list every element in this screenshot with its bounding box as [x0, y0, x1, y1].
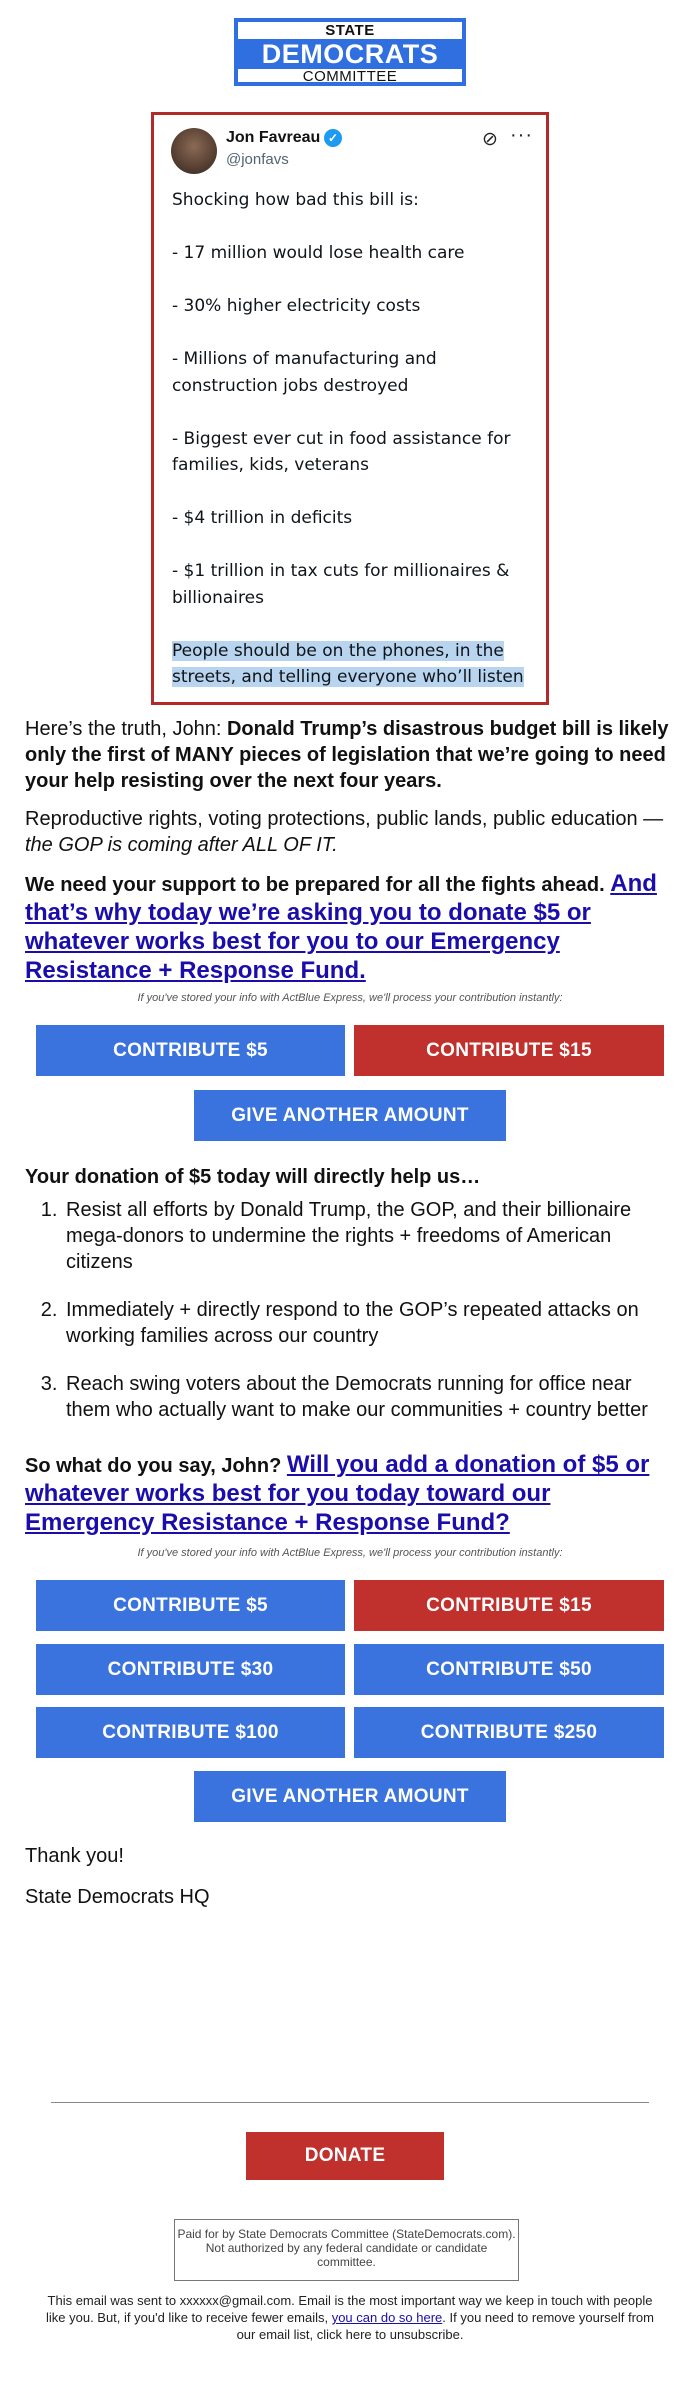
rights-paragraph — [25, 806, 675, 858]
tweet-author-name: Jon Favreau — [226, 129, 321, 146]
tweet-point: - 30% higher electricity costs — [172, 296, 421, 316]
signoff-sender: State Democrats HQ — [25, 1886, 210, 1908]
contribute-5-button[interactable]: CONTRIBUTE $5 — [36, 1025, 345, 1076]
intro-bold: Donald Trump’s disastrous budget bill is likely only the first of MANY pieces of legislation that we’re going to need your help resisting over the next four years. — [25, 718, 669, 792]
avatar — [171, 128, 217, 174]
footer-divider — [51, 2102, 649, 2103]
contribute-250-button[interactable]: CONTRIBUTE $250 — [354, 1707, 664, 1758]
tweet-point: - Biggest ever cut in food assistance for families, kids, veterans — [172, 428, 511, 475]
contribute-100-button[interactable]: CONTRIBUTE $100 — [36, 1707, 345, 1758]
ask1-bold: We need your support to be prepared for all the fights ahead. — [25, 874, 611, 896]
logo — [234, 18, 466, 86]
logo-line-1: STATE — [325, 22, 375, 39]
tweet-point: - $4 trillion in deficits — [172, 508, 353, 528]
contribute-50-button[interactable]: CONTRIBUTE $50 — [354, 1644, 664, 1695]
list-item: 1. Resist all efforts by Donald Trump, the GOP, and their billionaire mega-donors to undermine the rights + freedoms of American citizens — [63, 1197, 663, 1275]
verified-badge-icon: ✓ — [324, 129, 342, 147]
intro-paragraph — [25, 716, 675, 794]
embedded-tweet[interactable] — [151, 112, 549, 705]
more-options-icon[interactable]: ··· — [510, 124, 533, 146]
contribute-15-button[interactable]: CONTRIBUTE $15 — [354, 1580, 664, 1631]
rights-italic: the GOP is coming after ALL OF IT. — [25, 834, 338, 856]
ask2-bold: So what do you say, John? — [25, 1455, 287, 1477]
logo-line-3: COMMITTEE — [302, 68, 398, 85]
rights-plain: Reproductive rights, voting protections, public lands, public education — — [25, 808, 664, 830]
list-item: 2. Immediately + directly respond to the GOP’s repeated attacks on working families across our country — [63, 1297, 663, 1349]
help-list — [63, 1197, 663, 1445]
fewer-emails-link[interactable]: you can do so here — [331, 2310, 443, 2325]
contribute-30-button[interactable]: CONTRIBUTE $30 — [36, 1644, 345, 1695]
ask-paragraph-1 — [25, 870, 675, 986]
ask-paragraph-2 — [25, 1451, 675, 1538]
intro-lead: Here’s the truth, John: — [25, 718, 227, 740]
give-another-amount-button[interactable]: GIVE ANOTHER AMOUNT — [194, 1090, 506, 1141]
tweet-author-handle: @jonfavs — [226, 151, 289, 168]
give-another-amount-button[interactable]: GIVE ANOTHER AMOUNT — [194, 1771, 506, 1822]
tweet-closing-highlight: People should be on the phones, in the streets, and telling everyone who’ll listen — [172, 640, 524, 687]
tweet-closing — [172, 638, 532, 691]
paid-for-disclaimer: Paid for by State Democrats Committee (StateDemocrats.com). Not authorized by any federal candidate or candidate committee. — [174, 2219, 519, 2281]
signoff-thanks: Thank you! — [25, 1845, 124, 1867]
actblue-note-1: If you've stored your info with ActBlue Express, we'll process your contribution instantly: — [137, 992, 563, 1004]
contribute-15-button[interactable]: CONTRIBUTE $15 — [354, 1025, 664, 1076]
footer-text — [45, 2292, 655, 2343]
donate-link-1[interactable]: And that’s why today we’re asking you to donate $5 or whatever works best for you to our Emergency Resistance + Response Fund. — [25, 870, 657, 984]
donate-link-2[interactable]: Will you add a donation of $5 or whatever works best for you today toward our Emergency Resistance + Response Fund? — [25, 1451, 650, 1536]
tweet-point: - 17 million would lose health care — [172, 243, 465, 263]
actblue-note-2: If you've stored your info with ActBlue Express, we'll process your contribution instantly: — [137, 1547, 563, 1559]
donate-button[interactable]: DONATE — [246, 2132, 444, 2180]
grok-icon[interactable]: ⊘ — [482, 129, 498, 150]
logo-line-2: DEMOCRATS — [234, 39, 466, 69]
tweet-body — [172, 187, 532, 717]
contribute-5-button[interactable]: CONTRIBUTE $5 — [36, 1580, 345, 1631]
footer-part-1: This email was sent to xxxxxx@gmail.com. Email is the most important way we keep in touch with people like you. But, if you'd like to receive fewer emails, — [45, 2293, 653, 2325]
help-heading: Your donation of $5 today will directly help us… — [25, 1166, 481, 1188]
footer-part-2: . If you need to remove yourself from our email list, click here to unsubscribe. — [236, 2310, 654, 2342]
tweet-point: - $1 trillion in tax cuts for millionaires & billionaires — [172, 561, 510, 608]
list-item: 3. Reach swing voters about the Democrats running for office near them who actually want to make our communities + country better — [63, 1371, 663, 1423]
tweet-intro: Shocking how bad this bill is: — [172, 190, 419, 210]
tweet-point: - Millions of manufacturing and construction jobs destroyed — [172, 349, 437, 396]
